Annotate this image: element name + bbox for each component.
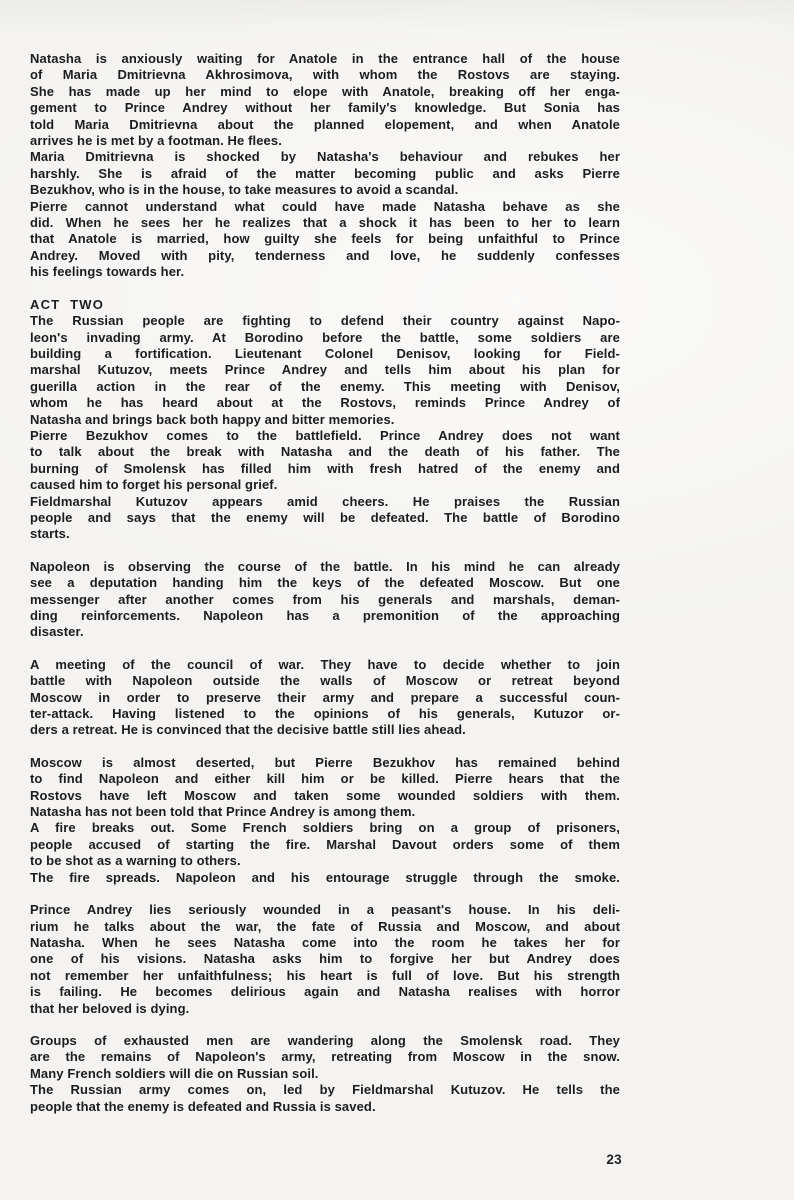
text-line: Napoleon is observing the course of the battle. In his mind he can already: [30, 558, 620, 574]
text-line: gement to Prince Andrey without her family's knowledge. But Sonia has: [30, 100, 620, 116]
paragraph: [30, 559, 620, 641]
paragraph-gap: [30, 1017, 620, 1033]
text-line: whom he has heard about at the Rostovs, reminds Prince Andrey of: [30, 395, 620, 411]
text-line: Natasha is anxiously waiting for Anatole in the entrance hall of the house: [30, 51, 620, 66]
text-line: Natasha has not been told that Prince Andrey is among them.: [30, 804, 416, 820]
text-line: ter-attack. Having listened to the opinions of his generals, Kutuzor or-: [30, 706, 620, 722]
paragraph: [30, 820, 620, 869]
text-line: She has made up her mind to elope with Anatole, breaking off her enga-: [30, 83, 620, 99]
text-line: people accused of starting the fire. Marshal Davout orders some of them: [30, 836, 620, 852]
text-line: burning of Smolensk has filled him with fresh hatred of the enemy and: [30, 460, 620, 476]
text-line: Pierre Bezukhov comes to the battlefield. Prince Andrey does not want: [30, 427, 620, 443]
paragraph: [30, 51, 620, 149]
text-line: Pierre cannot understand what could have made Natasha behave as she: [30, 198, 620, 214]
paragraph: [30, 199, 620, 281]
text-line: people and says that the enemy will be defeated. The battle of Borodino: [30, 509, 620, 525]
text-line: starts.: [30, 526, 70, 542]
paragraph-gap: [30, 886, 620, 902]
text-line: ders a retreat. He is convinced that the decisive battle still lies ahead.: [30, 722, 466, 738]
page-number: 23: [606, 1152, 622, 1167]
text-line: A meeting of the council of war. They have to decide whether to join: [30, 656, 620, 672]
paragraph-gap: [30, 543, 620, 559]
paragraph: [30, 1082, 620, 1115]
text-line: harshly. She is afraid of the matter becoming public and asks Pierre: [30, 165, 620, 181]
text-line: leon's invading army. At Borodino before the battle, some soldiers are: [30, 329, 620, 345]
text-line: guerilla action in the rear of the enemy. This meeting with Denisov,: [30, 378, 620, 394]
text-line: that her beloved is dying.: [30, 1000, 190, 1016]
paragraph: [30, 313, 620, 428]
text-line: Andrey. Moved with pity, tenderness and love, he suddenly confesses: [30, 247, 620, 263]
paragraph: [30, 494, 620, 543]
text-line: people that the enemy is defeated and Russia is saved.: [30, 1098, 376, 1114]
text-line: arrives he is met by a footman. He flees.: [30, 133, 282, 149]
text-line: marshal Kutuzov, meets Prince Andrey and tells him about his plan for: [30, 362, 620, 378]
text-line: Maria Dmitrievna is shocked by Natasha's behaviour and rebukes her: [30, 149, 620, 165]
paragraph: [30, 755, 620, 821]
text-line: did. When he sees her he realizes that a shock it has been to her to learn: [30, 215, 620, 231]
text-line: Rostovs have left Moscow and taken some wounded soldiers with them.: [30, 787, 620, 803]
text-line: that Anatole is married, how guilty she feels for being unfaithful to Prince: [30, 231, 620, 247]
paragraph: [30, 657, 620, 739]
text-line: battle with Napoleon outside the walls of Moscow or retreat beyond: [30, 673, 620, 689]
paragraph: [30, 870, 620, 886]
text-line: Fieldmarshal Kutuzov appears amid cheers. He praises the Russian: [30, 493, 620, 509]
paragraph-gap: [30, 281, 620, 297]
text-line: to be shot as a warning to others.: [30, 853, 241, 869]
text-line: not remember her unfaithfulness; his heart is full of love. But his strength: [30, 967, 620, 983]
paragraph: [30, 428, 620, 494]
paragraph-gap: [30, 641, 620, 657]
text-line: Natasha and brings back both happy and bitter memories.: [30, 411, 395, 427]
text-line: building a fortification. Lieutenant Colonel Denisov, looking for Field-: [30, 345, 620, 361]
text-line: disaster.: [30, 624, 84, 640]
text-line: Bezukhov, who is in the house, to take measures to avoid a scandal.: [30, 182, 459, 198]
text-line: his feelings towards her.: [30, 264, 185, 280]
text-line: Prince Andrey lies seriously wounded in a peasant's house. In his deli-: [30, 902, 620, 918]
text-line: Natasha. When he sees Natasha come into the room he takes her for: [30, 934, 620, 950]
text-line: to talk about the break with Natasha and the death of his father. The: [30, 444, 620, 460]
text-line: Moscow is almost deserted, but Pierre Bezukhov has remained behind: [30, 754, 620, 770]
text-line: ding reinforcements. Napoleon has a premonition of the approaching: [30, 608, 620, 623]
text-line: caused him to forget his personal grief.: [30, 477, 278, 493]
paragraph: [30, 149, 620, 198]
text-line: told Maria Dmitrievna about the planned elopement, and when Anatole: [30, 116, 620, 132]
text-line: Groups of exhausted men are wandering along the Smolensk road. They: [30, 1032, 620, 1048]
text-column: [30, 51, 620, 1115]
paragraph-gap: [30, 739, 620, 755]
text-line: to find Napoleon and either kill him or be killed. Pierre hears that the: [30, 771, 620, 787]
text-line: are the remains of Napoleon's army, retreating from Moscow in the snow.: [30, 1049, 620, 1065]
text-line: of Maria Dmitrievna Akhrosimova, with whom the Rostovs are staying.: [30, 67, 620, 83]
text-line: The fire spreads. Napoleon and his entourage struggle through the smoke.: [30, 869, 620, 885]
text-line: A fire breaks out. Some French soldiers bring on a group of prisoners,: [30, 820, 620, 836]
paragraph: [30, 902, 620, 1017]
text-line: The Russian army comes on, led by Fieldmarshal Kutuzov. He tells the: [30, 1082, 620, 1098]
text-line: see a deputation handing him the keys of the defeated Moscow. But one: [30, 575, 620, 591]
text-line: one of his visions. Natasha asks him to forgive her but Andrey does: [30, 951, 620, 967]
act-heading: ACT TWO: [30, 296, 105, 312]
text-line: messenger after another comes from his generals and marshals, deman-: [30, 591, 620, 607]
text-line: is failing. He becomes delirious again and Natasha realises with horror: [30, 984, 620, 1000]
text-line: rium he talks about the war, the fate of Russia and Moscow, and about: [30, 918, 620, 934]
paragraph: [30, 1033, 620, 1082]
text-line: Moscow in order to preserve their army and prepare a successful coun-: [30, 689, 620, 705]
text-line: Many French soldiers will die on Russian soil.: [30, 1065, 319, 1081]
text-line: The Russian people are fighting to defend their country against Napo-: [30, 313, 620, 329]
